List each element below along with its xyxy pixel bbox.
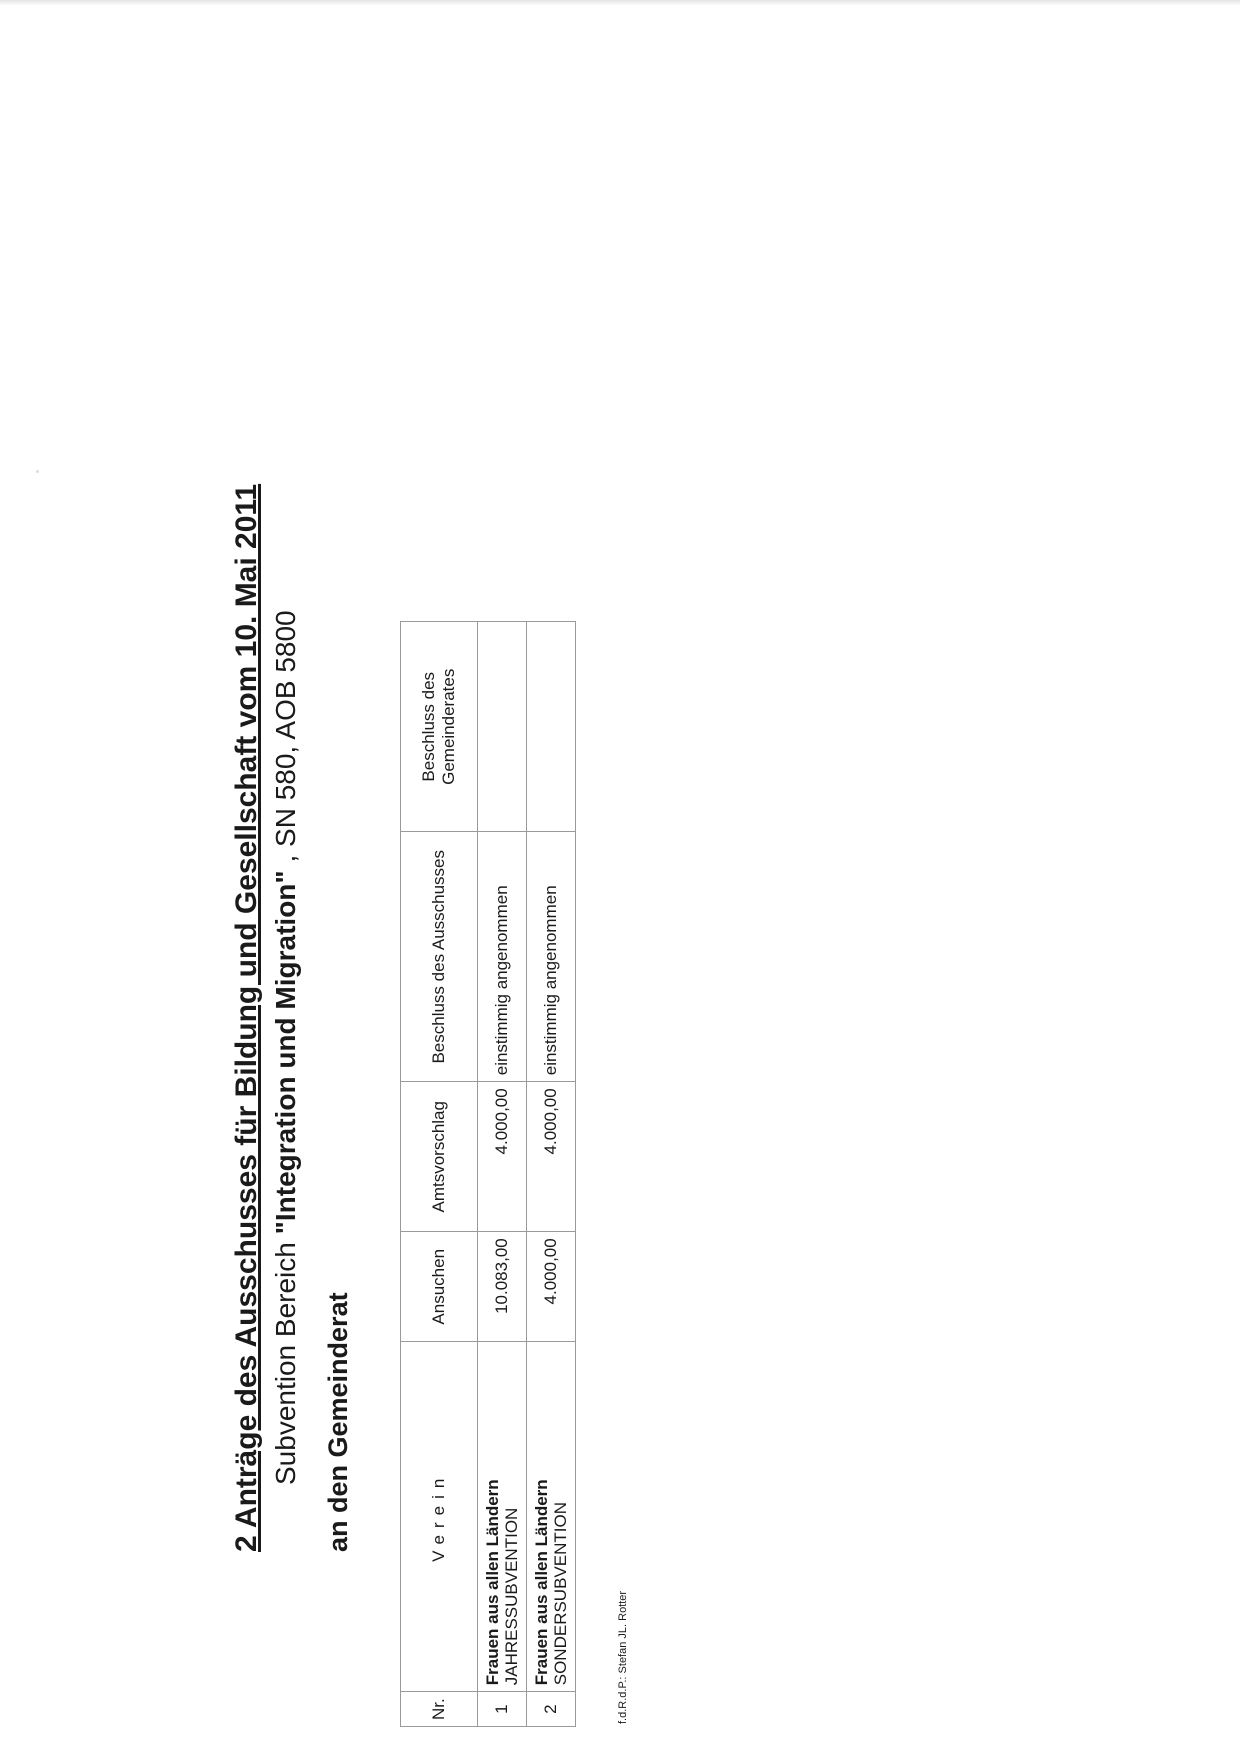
scan-speck (36, 470, 39, 473)
row-beschluss-gemeinderat (527, 622, 576, 832)
header-beschluss-gemeinderat: Beschluss des Gemeinderates (401, 622, 478, 832)
header-amtsvorschlag: Amtsvorschlag (401, 1082, 478, 1232)
table-row (478, 622, 527, 1727)
table-row (527, 622, 576, 1727)
header-nr: Nr. (401, 1692, 478, 1727)
row-ansuchen: 4.000,00 (527, 1232, 576, 1342)
row-verein (478, 1342, 527, 1692)
row-beschluss-ausschuss: einstimmig angenommen (478, 832, 527, 1082)
row-beschluss-gemeinderat (478, 622, 527, 832)
verein-name: Frauen aus allen Ländern (532, 1479, 551, 1686)
header-beschluss-ausschuss: Beschluss des Ausschusses (401, 832, 478, 1082)
table-header-row (401, 622, 478, 1727)
document-title: 2 Anträge des Ausschusses für Bildung und Gesellschaft vom 10. Mai 2011 (230, 483, 263, 1552)
row-ansuchen: 10.083,00 (478, 1232, 527, 1342)
recipient-heading: an den Gemeinderat (323, 1292, 353, 1552)
header-ansuchen: Ansuchen (401, 1232, 478, 1342)
footer-responsible: f.d.R.d.P.: Stefan JL. Rotter (617, 1590, 629, 1724)
subsidy-table (400, 621, 576, 1727)
subtitle-emphasis: "Integration und Migration" (270, 870, 301, 1235)
document-subtitle (270, 610, 302, 1485)
row-amtsvorschlag: 4.000,00 (527, 1082, 576, 1232)
rotated-page (230, 282, 930, 1724)
scan-edge (0, 0, 1240, 6)
verein-type: JAHRESSUBVENTION (502, 1507, 521, 1686)
row-beschluss-ausschuss: einstimmig angenommen (527, 832, 576, 1082)
row-nr: 1 (478, 1692, 527, 1727)
row-amtsvorschlag: 4.000,00 (478, 1082, 527, 1232)
row-verein (527, 1342, 576, 1692)
header-verein: Verein (401, 1342, 478, 1692)
row-nr: 2 (527, 1692, 576, 1727)
subtitle-suffix: , SN 580, AOB 5800 (270, 610, 301, 871)
subtitle-prefix: Subvention Bereich (270, 1234, 301, 1485)
verein-name: Frauen aus allen Ländern (483, 1479, 502, 1686)
verein-type: SONDERSUBVENTION (551, 1502, 570, 1686)
